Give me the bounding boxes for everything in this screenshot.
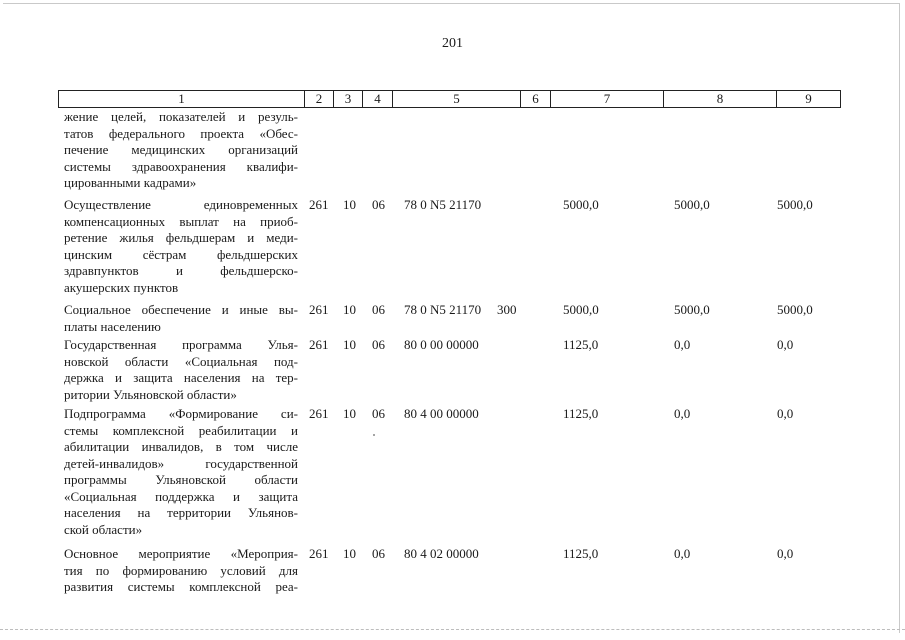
cell-col-5: 80 0 00 00000 [404, 337, 479, 352]
cell-col-8: 5000,0 [674, 197, 710, 212]
description-line: населения на территории Ульянов- [64, 505, 298, 520]
cell-col-9: 0,0 [777, 406, 794, 421]
cell-col-2: 261 [309, 302, 329, 317]
cell-col-5: 78 0 N5 21170 [404, 197, 482, 212]
description-line: абилитации инвалидов, в том числе [64, 439, 298, 454]
cell-col-3: 10 [343, 302, 356, 317]
description-line: Государственная программа Улья- [64, 337, 298, 352]
cell-col-8: 0,0 [674, 546, 691, 561]
header-row [59, 91, 841, 108]
cell-col-9: 0,0 [777, 337, 794, 352]
description-line: жение целей, показателей и резуль- [64, 109, 298, 124]
cell-col-2: 261 [309, 197, 329, 212]
description-line: тия по формированию условий для [64, 562, 298, 578]
description-line: программы Ульяновской области [64, 472, 298, 487]
description-line: ретение жилья фельдшерам и меди- [64, 230, 298, 245]
description-line: здравпунктов и фельдшерско- [64, 263, 298, 278]
row-description [64, 546, 298, 596]
description-line: стемы комплексной реабилитации и [64, 422, 298, 438]
cell-col-7: 1125,0 [563, 546, 599, 561]
table-header [58, 90, 841, 108]
cell-col-4: 06 [372, 337, 385, 352]
scan-speck [373, 434, 375, 436]
description-line: Осуществление единовременных [64, 197, 298, 212]
cell-col-3: 10 [343, 197, 356, 212]
header-col-2: 2 [305, 91, 334, 108]
header-col-7: 7 [551, 91, 664, 108]
cell-col-7: 1125,0 [563, 406, 599, 421]
cell-col-9: 5000,0 [777, 197, 813, 212]
description-line: акушерских пунктов [64, 279, 179, 295]
description-line: цированными кадрами» [64, 175, 197, 190]
header-col-8: 8 [664, 91, 777, 108]
cell-col-8: 0,0 [674, 406, 691, 421]
cell-col-5: 78 0 N5 21170 [404, 302, 482, 317]
cell-col-3: 10 [343, 337, 356, 352]
description-line: компенсационных выплат на приоб- [64, 213, 298, 229]
header-col-6: 6 [521, 91, 551, 108]
row-description [64, 109, 298, 192]
row-description [64, 406, 298, 538]
cell-col-5: 80 4 00 00000 [404, 406, 479, 421]
cell-col-3: 10 [343, 406, 356, 421]
description-line: детей-инвалидов» государственной [64, 455, 298, 471]
description-line: держка и защита населения на тер- [64, 370, 298, 385]
cell-col-6: 300 [497, 302, 517, 317]
cell-col-4: 06 [372, 302, 385, 317]
description-line: татов федерального проекта «Обес- [64, 125, 298, 141]
description-line: новской области «Социальная под- [64, 353, 298, 369]
page-bottom-edge [0, 629, 905, 630]
description-line: развития системы комплексной реа- [64, 579, 298, 594]
description-line: печение медицинских организаций [64, 142, 298, 157]
description-line: «Социальная поддержка и защита [64, 488, 298, 504]
row-description [64, 337, 298, 403]
description-line: ской области» [64, 521, 143, 537]
header-col-9: 9 [777, 91, 841, 108]
cell-col-8: 0,0 [674, 337, 691, 352]
cell-col-3: 10 [343, 546, 356, 561]
cell-col-2: 261 [309, 546, 329, 561]
cell-col-7: 5000,0 [563, 197, 599, 212]
description-line: Социальное обеспечение и иные вы- [64, 302, 298, 317]
description-line: ритории Ульяновской области» [64, 386, 237, 402]
cell-col-2: 261 [309, 406, 329, 421]
row-description [64, 197, 298, 296]
header-col-3: 3 [334, 91, 363, 108]
description-line: Основное мероприятие «Мероприя- [64, 546, 298, 561]
description-line: Подпрограмма «Формирование си- [64, 406, 298, 421]
description-line: платы населению [64, 318, 161, 334]
cell-col-8: 5000,0 [674, 302, 710, 317]
header-col-1: 1 [59, 91, 305, 108]
page-number: 201 [442, 36, 463, 51]
cell-col-2: 261 [309, 337, 329, 352]
cell-col-5: 80 4 02 00000 [404, 546, 479, 561]
description-line: цинским сёстрам фельдшерских [64, 246, 298, 262]
cell-col-7: 5000,0 [563, 302, 599, 317]
description-line: системы здравоохранения квалифи- [64, 158, 298, 174]
cell-col-4: 06 [372, 197, 385, 212]
cell-col-7: 1125,0 [563, 337, 599, 352]
cell-col-9: 5000,0 [777, 302, 813, 317]
header-col-5: 5 [393, 91, 521, 108]
row-description [64, 302, 298, 335]
cell-col-4: 06 [372, 406, 385, 421]
cell-col-4: 06 [372, 546, 385, 561]
header-col-4: 4 [363, 91, 393, 108]
cell-col-9: 0,0 [777, 546, 794, 561]
